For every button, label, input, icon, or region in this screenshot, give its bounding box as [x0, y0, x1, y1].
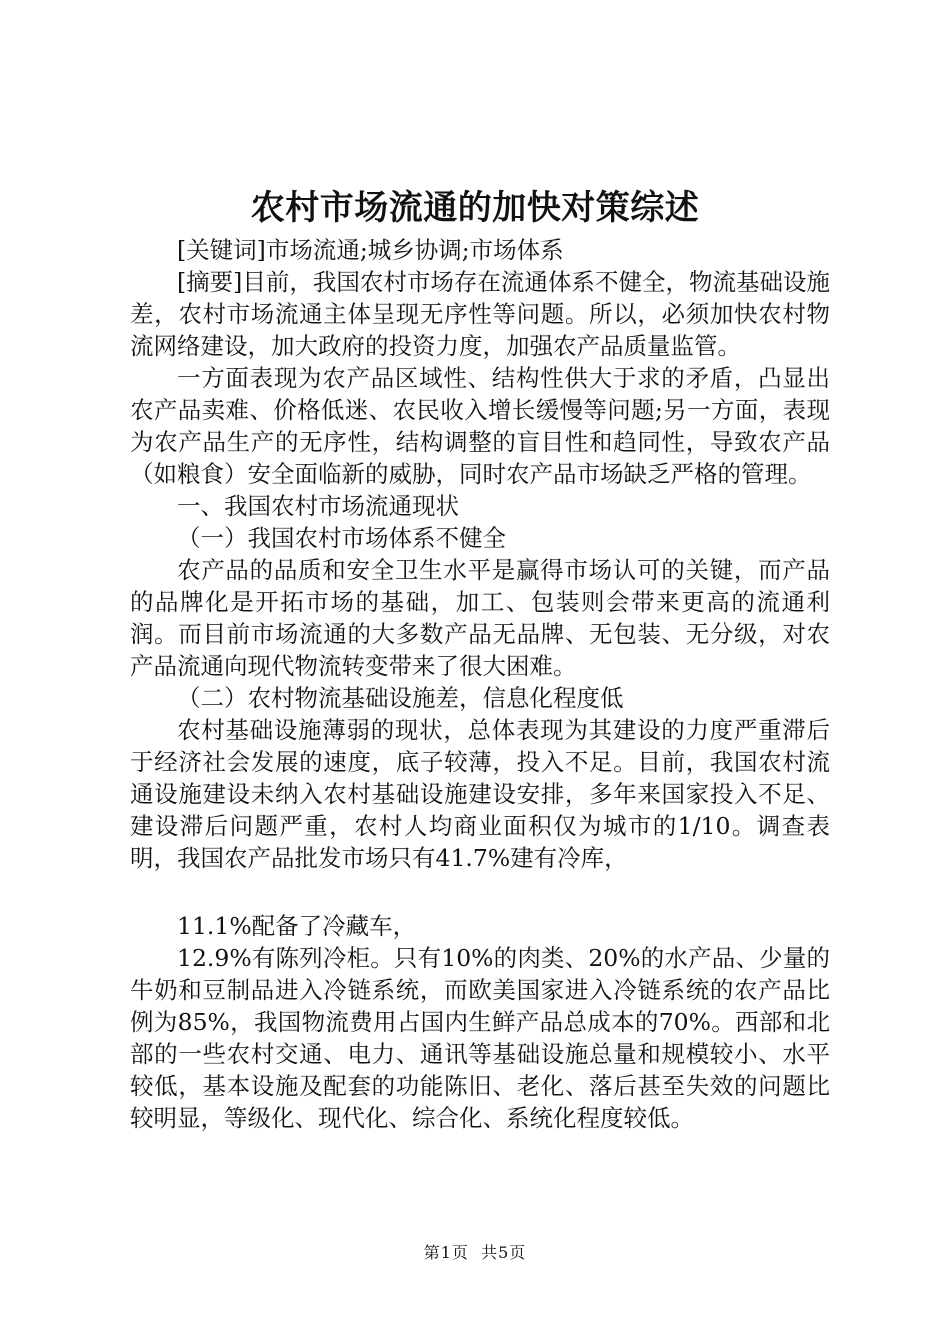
- page-number: 第1页: [423, 1243, 469, 1262]
- page-footer: [0, 1242, 950, 1264]
- document-title: 农村市场流通的加快对策综述: [250, 188, 700, 228]
- paragraph-gap: [130, 874, 830, 910]
- subsection-heading: （一）我国农村市场体系不健全: [177, 524, 506, 552]
- body-paragraph: 农村基础设施薄弱的现状，总体表现为其建设的力度严重滞后于经济社会发展的速度，底子较薄，投入不足。目前，我国农村流通设施建设未纳入农村基础设施建设安排，多年来国家投入不足、建设滞后问题严重，农村人均商业面积仅为城市的1/10。调查表明，我国农产品批发市场只有41.7%建有冷库，: [130, 716, 830, 872]
- subsection-heading: （二）农村物流基础设施差，信息化程度低: [177, 684, 624, 712]
- document-body: [130, 234, 830, 1134]
- page-total: 共5页: [481, 1243, 527, 1262]
- keywords-paragraph: [关键词]市场流通;城乡协调;市场体系: [177, 236, 564, 264]
- body-paragraph: 12.9%有陈列冷柜。只有10%的肉类、20%的水产品、少量的牛奶和豆制品进入冷链系统，而欧美国家进入冷链系统的农产品比例为85%，我国物流费用占国内生鲜产品总成本的70%。西部和北部的一些农村交通、电力、通讯等基础设施总量和规模较小、水平较低，基本设施及配套的功能陈旧、老化、落后甚至失效的问题比较明显，等级化、现代化、综合化、系统化程度较低。: [130, 944, 830, 1132]
- body-paragraph: 农产品的品质和安全卫生水平是赢得市场认可的关键，而产品的品牌化是开拓市场的基础，加工、包装则会带来更高的流通利润。而目前市场流通的大多数产品无品牌、无包装、无分级，对农产品流通向现代物流转变带来了很大困难。: [130, 556, 830, 680]
- body-paragraph: 一方面表现为农产品区域性、结构性供大于求的矛盾，凸显出农产品卖难、价格低迷、农民收入增长缓慢等问题;另一方面，表现为农产品生产的无序性，结构调整的盲目性和趋同性，导致农产品（如粮食）安全面临新的威胁，同时农产品市场缺乏严格的管理。: [130, 364, 830, 488]
- section-heading: 一、我国农村市场流通现状: [177, 492, 459, 520]
- body-paragraph: 11.1%配备了冷藏车，: [177, 912, 417, 940]
- abstract-paragraph: [摘要]目前，我国农村市场存在流通体系不健全，物流基础设施差，农村市场流通主体呈现无序性等问题。所以，必须加快农村物流网络建设，加大政府的投资力度，加强农产品质量监管。: [130, 268, 830, 360]
